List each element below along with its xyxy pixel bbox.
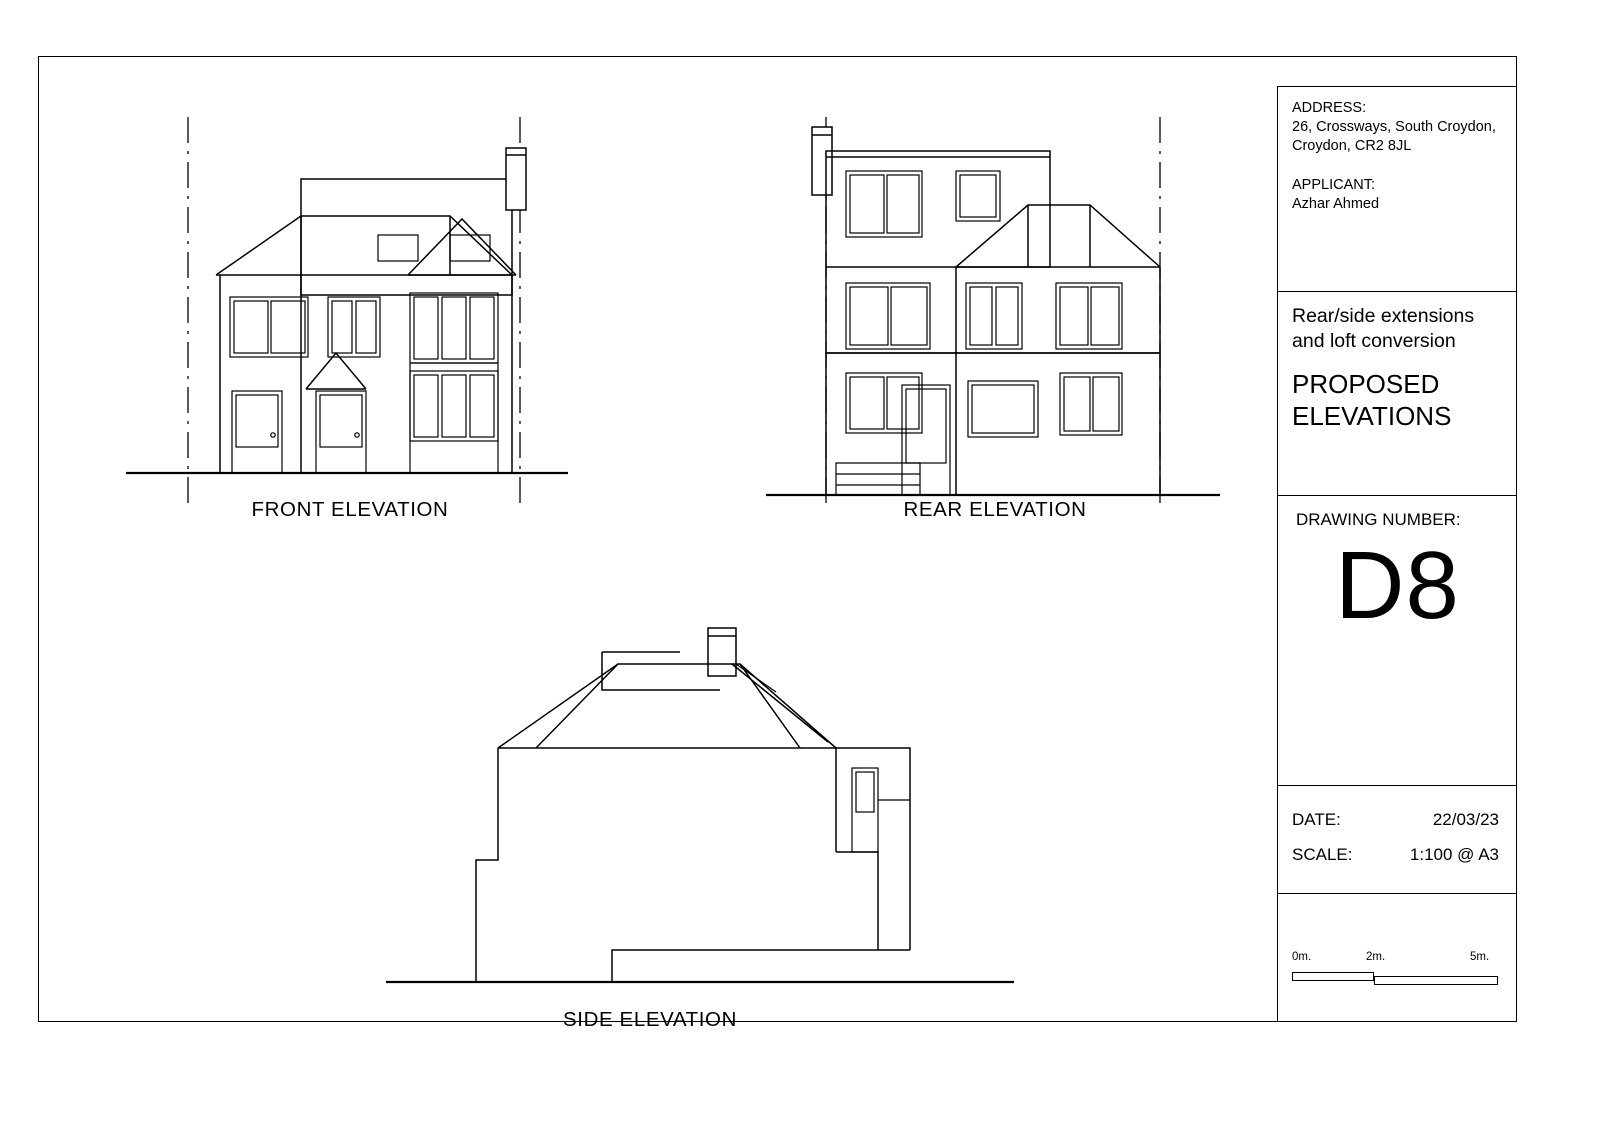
date-label: DATE:: [1292, 810, 1341, 829]
side-elevation-drawing: [380, 620, 1020, 1000]
drawing-title-line-2: ELEVATIONS: [1292, 401, 1452, 431]
side-elevation-caption: SIDE ELEVATION: [563, 1008, 737, 1031]
drawing-title-line-1: PROPOSED: [1292, 369, 1440, 399]
scale-bar-graphic: [1292, 970, 1503, 986]
date-value: 22/03/23: [1432, 810, 1499, 829]
rear-elevation-geometry: [766, 127, 1220, 495]
front-elevation-drawing: [120, 95, 580, 525]
date-row: [1278, 808, 1517, 831]
rear-elevation-caption: REAR ELEVATION: [903, 498, 1087, 521]
title-block-date-scale-section: [1278, 786, 1517, 894]
project-description-line-1: Rear/side extensions: [1292, 305, 1475, 327]
applicant-label: APPLICANT:: [1292, 177, 1375, 193]
rear-elevation-drawing: [760, 95, 1230, 525]
scale-tick-1: 2m.: [1366, 951, 1386, 963]
scale-value: 1:100 @ A3: [1409, 845, 1499, 864]
scale-tick-2: 5m.: [1470, 951, 1490, 963]
scale-bar: [1278, 951, 1517, 1007]
title-block: [1277, 86, 1517, 1022]
project-description-line-2: and loft conversion: [1292, 330, 1456, 352]
scale-row: [1278, 843, 1517, 866]
title-block-scalebar-section: [1278, 894, 1517, 1021]
address-line-1: 26, Crossways, South Croydon,: [1292, 119, 1496, 135]
address-line-2: Croydon, CR2 8JL: [1292, 138, 1412, 154]
front-elevation-windows: [230, 235, 498, 473]
front-elevation-caption: FRONT ELEVATION: [251, 498, 449, 521]
title-block-drawing-number-section: [1278, 496, 1517, 786]
scale-bar-ticks: [1292, 951, 1503, 967]
front-elevation-geometry: [126, 148, 568, 473]
title-block-address-section: [1278, 87, 1517, 292]
scale-label: SCALE:: [1292, 845, 1353, 864]
drawing-number-label: DRAWING NUMBER:: [1296, 510, 1461, 529]
address-label: ADDRESS:: [1292, 100, 1367, 116]
scale-bar-segment-1: [1292, 972, 1374, 981]
title-block-project-section: [1278, 292, 1517, 496]
drawing-number-value: D8: [1335, 532, 1460, 639]
applicant-name: Azhar Ahmed: [1292, 196, 1380, 212]
side-elevation-geometry: [386, 628, 1014, 982]
rear-elevation-windows: [846, 171, 1122, 495]
scale-bar-segment-2: [1374, 976, 1498, 985]
scale-tick-0: 0m.: [1292, 951, 1312, 963]
